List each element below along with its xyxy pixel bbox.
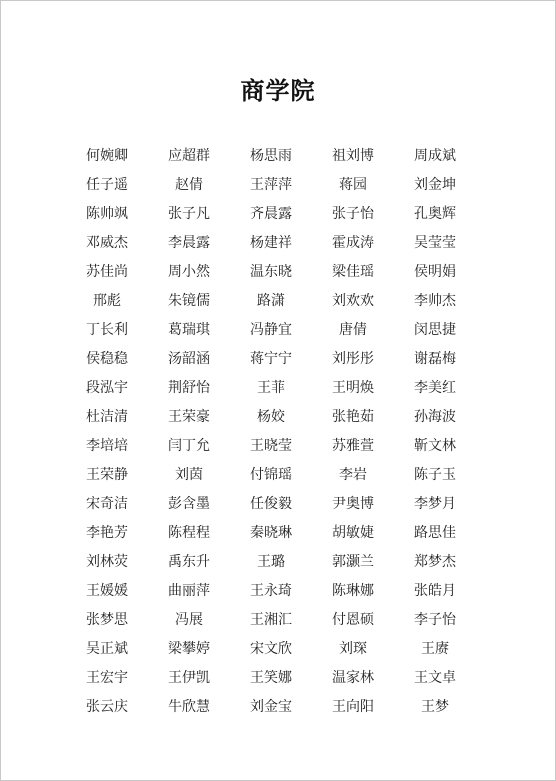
name-entry: 禹东升 <box>168 554 210 570</box>
name-entry: 靳文林 <box>414 438 456 454</box>
name-entry: 李岩 <box>339 467 367 483</box>
name-entry: 王明焕 <box>332 380 374 396</box>
name-entry: 王宏宇 <box>86 670 128 686</box>
name-entry: 刘林荧 <box>86 554 128 570</box>
name-entry: 尹奥博 <box>332 496 374 512</box>
name-entry: 王湘汇 <box>250 612 292 628</box>
name-entry: 李梦月 <box>414 496 456 512</box>
name-entry: 宋奇洁 <box>86 496 128 512</box>
name-entry: 王媛媛 <box>86 583 128 599</box>
name-entry: 张艳茹 <box>332 409 374 425</box>
name-entry: 王菲 <box>257 380 285 396</box>
name-entry: 王荣静 <box>86 467 128 483</box>
name-entry: 刘琛 <box>339 641 367 657</box>
name-entry: 王璐 <box>257 554 285 570</box>
name-entry: 李美红 <box>414 380 456 396</box>
name-entry: 苏雅萱 <box>332 438 374 454</box>
name-entry: 张子怡 <box>332 206 374 222</box>
name-entry: 杨思雨 <box>250 148 292 164</box>
name-entry: 任俊毅 <box>250 496 292 512</box>
name-entry: 杨姣 <box>257 409 285 425</box>
name-entry: 杜洁清 <box>86 409 128 425</box>
name-entry: 王萍萍 <box>250 177 292 193</box>
name-entry: 祖刘博 <box>332 148 374 164</box>
name-entry: 王永琦 <box>250 583 292 599</box>
name-entry: 谢磊梅 <box>414 351 456 367</box>
name-entry: 邓威杰 <box>86 235 128 251</box>
name-entry: 曲丽萍 <box>168 583 210 599</box>
name-entry: 郭灏兰 <box>332 554 374 570</box>
name-entry: 李晨露 <box>168 235 210 251</box>
name-entry: 闫丁允 <box>168 438 210 454</box>
name-entry: 李培培 <box>86 438 128 454</box>
name-entry: 荆舒怡 <box>168 380 210 396</box>
name-entry: 孔奥辉 <box>414 206 456 222</box>
name-entry: 王笑娜 <box>250 670 292 686</box>
name-entry: 王文卓 <box>414 670 456 686</box>
name-entry: 王向阳 <box>332 699 374 715</box>
name-entry: 宋文欣 <box>250 641 292 657</box>
name-entry: 刘茵 <box>175 467 203 483</box>
name-entry: 蒋宁宁 <box>250 351 292 367</box>
name-entry: 刘金坤 <box>414 177 456 193</box>
name-entry: 彭含墨 <box>168 496 210 512</box>
page-title: 商学院 <box>240 76 316 105</box>
name-entry: 温家林 <box>332 670 374 686</box>
name-entry: 周成斌 <box>414 148 456 164</box>
name-entry: 秦晓琳 <box>250 525 292 541</box>
name-entry: 赵倩 <box>175 177 203 193</box>
name-entry: 闵思捷 <box>414 322 456 338</box>
name-entry: 孙海波 <box>414 409 456 425</box>
name-entry: 任子遥 <box>86 177 128 193</box>
name-entry: 吴正斌 <box>86 641 128 657</box>
name-entry: 冯展 <box>175 612 203 628</box>
name-entry: 吴莹莹 <box>414 235 456 251</box>
name-entry: 牛欣慧 <box>168 699 210 715</box>
name-entry: 邢彪 <box>93 293 121 309</box>
name-entry: 齐晨露 <box>250 206 292 222</box>
name-entry: 蒋园 <box>339 177 367 193</box>
name-entry: 陈帅飒 <box>86 206 128 222</box>
name-entry: 李帅杰 <box>414 293 456 309</box>
name-entry: 刘欢欢 <box>332 293 374 309</box>
name-entry: 王赓 <box>421 641 449 657</box>
name-entry: 胡敏婕 <box>332 525 374 541</box>
name-entry: 汤韶涵 <box>168 351 210 367</box>
name-entry: 葛瑞琪 <box>168 322 210 338</box>
name-entry: 温东晓 <box>250 264 292 280</box>
name-entry: 唐倩 <box>339 322 367 338</box>
name-entry: 李子怡 <box>414 612 456 628</box>
name-entry: 张云庆 <box>86 699 128 715</box>
name-entry: 杨建祥 <box>250 235 292 251</box>
name-entry: 张梦思 <box>86 612 128 628</box>
name-entry: 路潇 <box>257 293 285 309</box>
name-entry: 侯明娟 <box>414 264 456 280</box>
name-entry: 刘彤彤 <box>332 351 374 367</box>
name-entry: 刘金宝 <box>250 699 292 715</box>
name-grid <box>66 143 476 723</box>
name-entry: 陈程程 <box>168 525 210 541</box>
name-entry: 应超群 <box>168 148 210 164</box>
name-entry: 付恩硕 <box>332 612 374 628</box>
name-entry: 王荣豪 <box>168 409 210 425</box>
name-entry: 苏佳尚 <box>86 264 128 280</box>
name-entry: 何婉卿 <box>86 148 128 164</box>
name-entry: 张皓月 <box>414 583 456 599</box>
name-entry: 霍成涛 <box>332 235 374 251</box>
name-entry: 侯稳稳 <box>86 351 128 367</box>
name-entry: 陈琳娜 <box>332 583 374 599</box>
name-entry: 王伊凯 <box>168 670 210 686</box>
name-entry: 丁长利 <box>86 322 128 338</box>
name-entry: 朱镜儒 <box>168 293 210 309</box>
name-entry: 王梦 <box>421 699 449 715</box>
name-entry: 路思佳 <box>414 525 456 541</box>
name-entry: 陈子玉 <box>414 467 456 483</box>
name-entry: 梁佳瑶 <box>332 264 374 280</box>
name-entry: 郑梦杰 <box>414 554 456 570</box>
name-entry: 李艳芳 <box>86 525 128 541</box>
name-entry: 张子凡 <box>168 206 210 222</box>
name-entry: 付锦瑶 <box>250 467 292 483</box>
name-entry: 段泓宇 <box>86 380 128 396</box>
name-entry: 冯静宜 <box>250 322 292 338</box>
name-entry: 梁攀婷 <box>168 641 210 657</box>
name-entry: 王晓莹 <box>250 438 292 454</box>
name-entry: 周小然 <box>168 264 210 280</box>
